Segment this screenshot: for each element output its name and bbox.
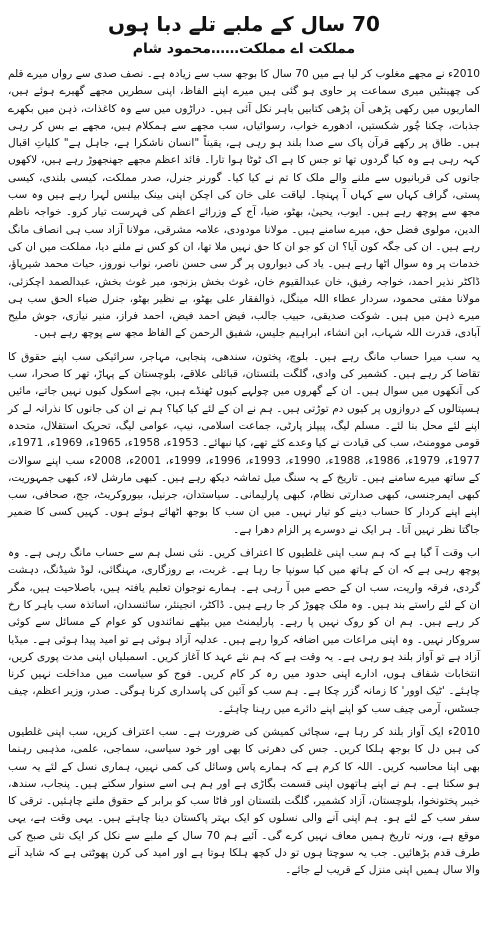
article-body	[8, 66, 480, 880]
article-paragraph: یہ سب میرا حساب مانگ رہے ہیں۔ بلوچ، پختون، سندھی، پنجابی، مہاجر، سرائیکی سب اپنے حقوق کا تقاضا کر رہے ہیں۔ کشمیر کی وادی، گلگت بلتستان، قبائلی علاقے، بلوچستان کے پہاڑ، تھر کا صحرا، سب کی آنکھوں میں سوال ہیں۔ ان کے گھروں میں چولہے کیوں ٹھنڈے ہیں، بچے اسکول کیوں نہیں جاتے، مائیں ہسپتالوں کے دروازوں پر کیوں دم توڑتی ہیں۔ ہم نے ان کے لئے کیا کیا؟ ہم نے ان کی جانوں کا نذرانہ لے کر اپنے لئے محل بنا لئے۔ مسلم لیگ، پیپلز پارٹی، جماعت اسلامی، نیپ، عوامی لیگ، تحریک استقلال، متحدہ قومی موومنٹ، سب کی قیادت نے کیا وعدے کئے تھے، کیا نبھائے۔ 1953ء، 1958ء، 1965ء، 1969ء، 1971ء، 1977ء، 1979ء، 1986ء، 1988ء، 1990ء، 1993ء، 1996ء، 1999ء، 2001ء، 2008ء سب اپنے سوالات کے ساتھ میرے سامنے ہیں۔ تاریخ کے یہ سنگ میل تماشہ دیکھ رہے ہیں۔ کبھی مارشل لاء، کبھی جمہوریت، کبھی ایمرجنسی، کبھی صدارتی نظام، کبھی پارلیمانی۔ سیاستدان، جرنیل، بیوروکریٹ، جج، صحافی، سب اپنے اپنے کردار کا حساب دینے کو تیار نہیں۔ میں ان سب کا بوجھ اٹھائے ہوئے ہوں۔ کہیں کسی کا ضمیر جاگتا نظر نہیں آتا۔ ہر ایک نے دوسرے پر الزام دھرا ہے۔	[8, 350, 480, 536]
article-paragraph: 2010ء ایک آواز بلند کر رہا ہے، سچائی کمیشن کی ضرورت ہے۔ سب اعتراف کریں، سب اپنی غلطیوں کی ہیں دل کا بوجھ ہلکا کریں۔ جس کی دھرتی کا بھی اور خود سیاسی، سماجی، علمی، مذہبی رہنما بھی اپنا محاسبہ کریں۔ اللہ کا کرم ہے کہ ہمارے پاس وسائل کی کمی نہیں، ہماری نسل کے لئے یہ سب ہو سکتا ہے۔ ہم نے اپنے ہاتھوں اپنی قسمت بگاڑی ہے اور ہم ہی اسے سنوار سکتے ہیں۔ پنجاب، سندھ، خیبر پختونخوا، بلوچستان، آزاد کشمیر، گلگت بلتستان اور فاٹا سب کو برابر کے حقوق ملنے چاہئیں۔ ترقی کا سفر سب کے لئے ہو۔ ہم اپنی آنے والی نسلوں کو ایک بہتر پاکستان دینا چاہتے ہیں۔ یہی وقت ہے، یہی موقع ہے، ورنہ تاریخ ہمیں معاف نہیں کرے گی۔ آئیے ہم 70 سال کے ملبے سے نکل کر ایک نئی صبح کی طرف قدم بڑھائیں۔ جب یہ سوچتا ہوں تو دل کچھ ہلکا ہوتا ہے اور امید کی کرن پھوٹتی ہے کہ شاید آنے والا سال ہمیں اپنی منزل کے قریب لے جائے۔	[8, 725, 480, 877]
article-paragraph: 2010ء نے مجھے مغلوب کر لیا ہے میں 70 سال کا بوجھ سب سے زیادہ ہے۔ نصف صدی سے رواں میرے قلم کی چھینٹیں میری سماعت پر حاوی ہو گئی ہیں میرے اپنے الفاظ، اپنی سطریں مجھے گھیرے ہوئے ہیں، الماریوں میں رکھی پڑھی اَن پڑھی کتابیں باہر نکل آئی ہیں۔ دراڑوں میں سے وہ کاغذات، ذہن میں بکھرے جذبات، چکنا چُور شکستیں، ادھورے خواب، رسوائیاں، سب مجھے سے ہمکلام ہیں، مجھے بے بس کر رہی ہیں۔ طاق پر رکھے قرآن پاک سے صدا بلند ہو رہی ہے، یقیناً "انسان ناشکرا ہے، جاہل ہے" کلیاتِ اقبال کہہ رہی ہے وہ کیا گردوں تھا تو جس کا ہے اک ٹوٹا ہوا تارا۔ قائد اعظم مجھے جھنجھوڑ رہے ہیں، لاکھوں جانوں کی قربانیوں سے ملنے والے ملک کا تم نے کیا کیا۔ گورنر جنرل، صدر مملکت، کیسی بلندی، کیسی پستی، گراف کہاں سے کہاں آ پہنچا۔ لیاقت علی خان کی اچکن اپنی بینک بیلنس لہرا رہے ہیں وہ سب مجھ سے پوچھ رہے ہیں۔ ایوب، یحییٰ، بھٹو، ضیا، آج کے وزرائے اعظم کی فہرست تیار کرو۔ خواجہ ناظم الدین، مولوی فضل حق، میرے سامنے ہیں۔ مولانا مودودی، علامہ مشرقی، مولانا آزاد سب ہی انصاف مانگ رہے ہیں۔ ان کی جگہ کون آیا؟ ان کو جو ان کا حق نہیں ملا تھا، ان کو کس نے ملنے دیا، مملکت میں ان کی خدمات پر وہ سوال اٹھا رہے ہیں۔ یاد کی دیواروں پر گر سی حسن ناصر، نواب نوروز، حیات محمد شیرپاؤ، ڈاکٹر نذیر احمد، خواجہ رفیق، خان عبدالقیوم خان، غوث بخش بزنجو، میر غوث بخش، عبدالصمد اچکزئی، مولانا مفتی محمود، سردار عطاء اللہ مینگل، ذوالفقار علی بھٹو، بے نظیر بھٹو، جنرل ضیاء الحق سب ہی میرے ذہن میں ہیں۔ شوکت صدیقی، حبیب جالب، فیض احمد فیض، احمد فراز، منیر نیازی، جوش ملیح آبادی، قدرت اللہ شہاب، ابن انشاء، ابراہیم جلیس، شفیق الرحمن کے الفاظ مجھ سے پوچھ رہے ہیں۔	[7, 68, 480, 340]
headline: 70 سال کے ملبے تلے دبا ہوں	[108, 12, 380, 36]
byline: مملکت اے مملکت……محمود شام	[132, 41, 356, 57]
article-paragraph: اب وقت آ گیا ہے کہ ہم سب اپنی غلطیوں کا اعتراف کریں۔ نئی نسل ہم سے حساب مانگ رہی ہے۔ وہ پوچھ رہی ہے کہ ان کے ہاتھ میں کیا سونپا جا رہا ہے۔ غربت، بے روزگاری، مہنگائی، لوڈ شیڈنگ، دہشت گردی، فرقہ واریت، سب ان کے حصے میں آ رہی ہے۔ ہمارے نوجوان تعلیم یافتہ ہیں، باصلاحیت ہیں، مگر ان کے لئے راستے بند ہیں۔ وہ ملک چھوڑ کر جا رہے ہیں۔ ڈاکٹر، انجینئر، سائنسدان، اساتذہ سب باہر کا رخ کر رہے ہیں۔ ہم ان کو روک نہیں پا رہے۔ پارلیمنٹ میں بیٹھے نمائندوں کو عوام کے مسائل سے کوئی سروکار نہیں۔ وہ اپنی مراعات میں اضافہ کروا رہے ہیں۔ عدلیہ آزاد ہوئی ہے تو امید پیدا ہوئی ہے۔ میڈیا آزاد ہے تو آواز بلند ہو رہی ہے۔ یہ وقت ہے کہ ہم نئے عہد کا آغاز کریں۔ اسمبلیاں اپنی مدت پوری کریں، انتخابات شفاف ہوں، ادارے اپنی حدود میں رہ کر کام کریں۔ فوج کو سیاست میں مداخلت نہیں کرنا چاہئے۔ 'ٹیک اوور' کا زمانہ گزر چکا ہے۔ ہم سب کو آئین کی پاسداری کرنا ہوگی۔ صدر، وزیر اعظم، چیف جسٹس، آرمی چیف سب کو اپنے اپنے دائرے میں رہنا چاہئے۔	[8, 547, 480, 715]
